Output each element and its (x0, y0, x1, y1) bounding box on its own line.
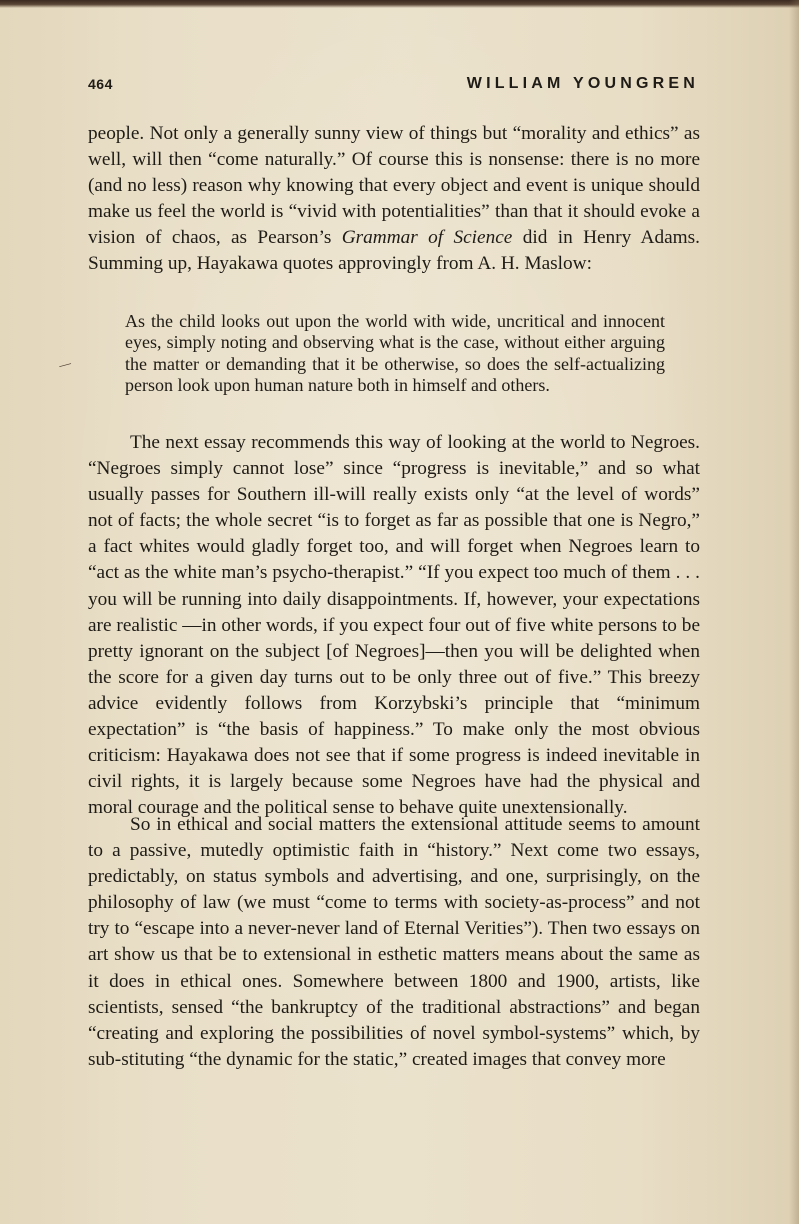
page-top-edge (0, 0, 799, 8)
paragraph-2: The next essay recommends this way of looking at the world to Negroes. “Negroes simply cannot lose” since “progress is inevitable,” and so what usually passes for Southern ill-will really exists only “at the level of words” not of facts; the whole secret “is to forget as far as possible that one is Negro,” a fact whites would gladly forget too, and will forget when Negroes learn to “act as the white man’s psycho-therapist.” “If you expect too much of them . . . you will be running into daily disappointments. If, however, your expectations are realistic —in other words, if you expect four out of five white persons to be pretty ignorant on the subject [of Negroes]—then you will be delighted when the score for a given day turns out to be only three out of five.” This breezy advice evidently follows from Korzybski’s principle that “minimum expectation” is “the basis of happiness.” To make only the most obvious criticism: Hayakawa does not see that if some progress is indeed inevitable in civil rights, it is largely because some Negroes have had the physical and moral courage and the political sense to behave quite unextensionally. (88, 432, 700, 819)
block-quote: As the child looks out upon the world with wide, uncritical and innocent eyes, simply noting and observing what is the case, without either arguing the matter or demanding that it be otherwise, so does the self-actualizing person look upon human nature both in himself and others. (125, 311, 665, 396)
page-number: 464 (88, 76, 113, 92)
margin-mark: — (57, 355, 73, 373)
page-right-edge (789, 0, 799, 1224)
paragraph-1-start: people. Not only a generally sunny view of things but “morality and ethics” as well, will then “come naturally.” Of course this is nonsense: there is no more (and no less) reason why knowing that every object and event is unique should make us feel the world is “vivid with potentialities” than that it should evoke a vision of chaos, as Pearson’s (88, 123, 700, 249)
running-head: WILLIAM YOUNGREN (466, 75, 699, 92)
paragraph-1 (88, 121, 700, 278)
book-title-italic: Grammar of Science (341, 227, 513, 249)
paragraph-1-end: did in Henry Adams. Summing up, Hayakawa quotes approvingly from A. H. Maslow: (88, 227, 700, 275)
paragraph-3: So in ethical and social matters the extensional attitude seems to amount to a passive, mutedly optimistic faith in “history.” Next come two essays, predictably, on status symbols and advertising, and one, surprisingly, on the philosophy of law (we must “come to terms with society-as-process” and not try to “escape into a never-never land of Eternal Verities”). Then two essays on art show us that be to extensional in esthetic matters means about the same as it does in ethical ones. Somewhere between 1800 and 1900, artists, like scientists, sensed “the bankruptcy of the traditional abstractions” and began “creating and exploring the possibilities of novel symbol-systems” which, by sub-stituting “the dynamic for the static,” created images that convey more (88, 814, 700, 1070)
